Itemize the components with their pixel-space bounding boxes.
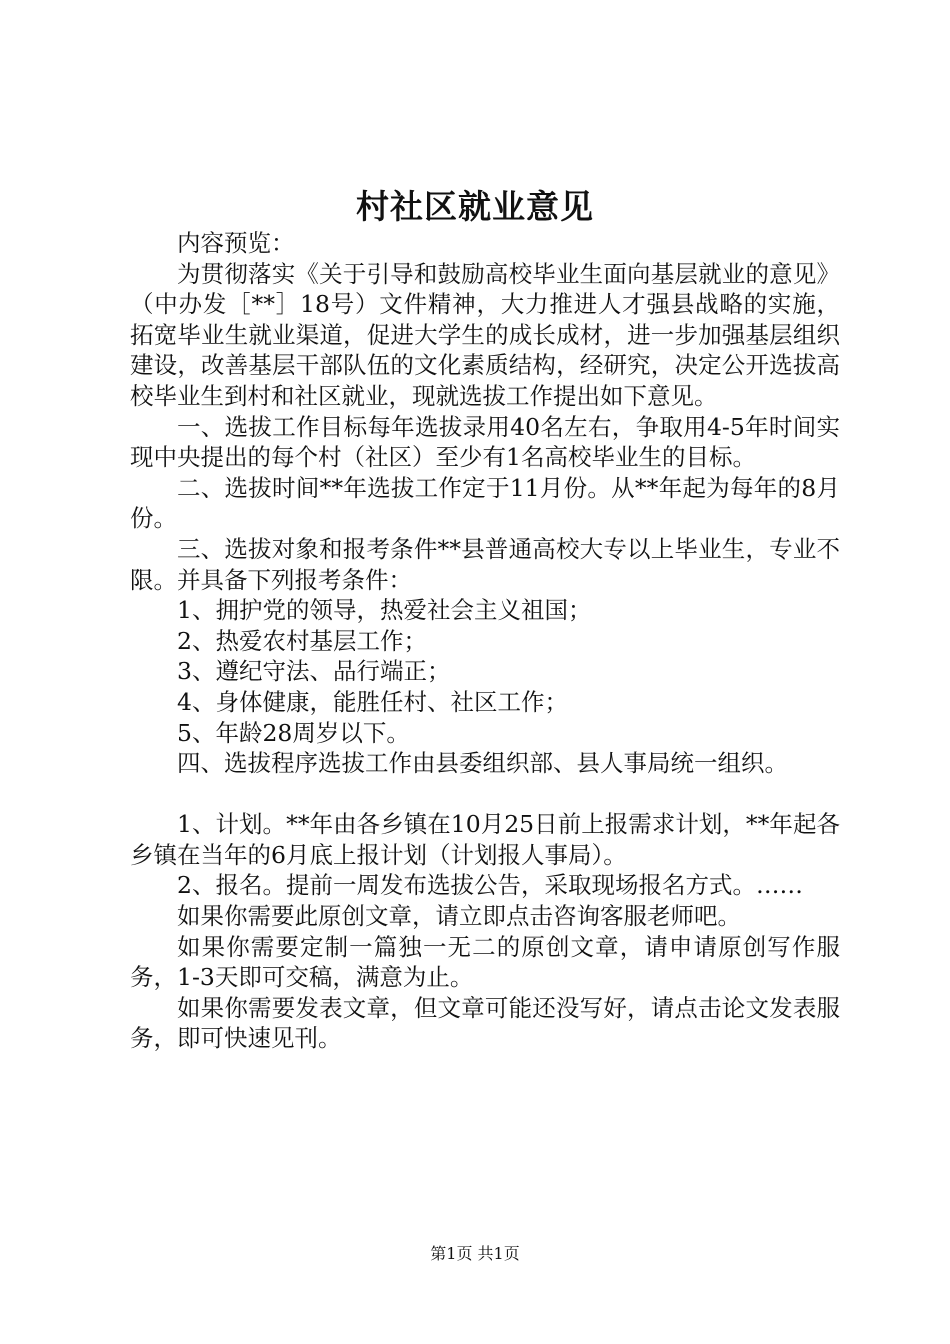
service-note: 如果你需要发表文章，但文章可能还没写好，请点击论文发表服务，即可快速见刊。 [130,993,840,1053]
procedure-step: 1、计划。**年由各乡镇在10月25日前上报需求计划，**年起各乡镇在当年的6月底上报计划（计划报人事局）。 [130,810,840,869]
condition-item: 1、拥护党的领导，热爱社会主义祖国； [177,596,592,625]
preview-label: 内容预览： [177,229,295,257]
section-eligibility: 三、选拔对象和报考条件**县普通高校大专以上毕业生，专业不限。并具备下列报考条件： [130,534,840,594]
page-number-footer: 第1页 共1页 [430,1244,520,1263]
procedure-step: 2、报名。提前一周发布选拔公告，采取现场报名方式。…… [177,871,803,900]
service-note: 如果你需要此原创文章，请立即点击咨询客服老师吧。 [177,902,741,931]
section-procedure: 四、选拔程序选拔工作由县委组织部、县人事局统一组织。 [177,749,788,778]
intro-paragraph: 为贯彻落实《关于引导和鼓励高校毕业生面向基层就业的意见》（中办发［**］18号）文件精神，大力推进人才强县战略的实施，拓宽毕业生就业渠道，促进大学生的成长成材，进一步加强基层组织建设，改善基层干部队伍的文化素质结构，经研究，决定公开选拔高校毕业生到村和社区就业，现就选拔工作提出如下意见。 [130,259,840,410]
condition-item: 5、年龄28周岁以下。 [177,718,410,747]
paragraph-gap [130,779,840,810]
condition-item: 4、身体健康，能胜任村、社区工作； [177,687,568,716]
section-goal: 一、选拔工作目标每年选拔录用40名左右，争取用4-5年时间实现中央提出的每个村（社区）至少有1名高校毕业生的目标。 [130,412,840,472]
service-note: 如果你需要定制一篇独一无二的原创文章，请申请原创写作服务，1-3天即可交稿，满意为止。 [130,932,840,992]
section-time: 二、选拔时间**年选拔工作定于11月份。从**年起为每年的8月份。 [130,473,840,533]
condition-item: 2、热爱农村基层工作； [177,626,427,655]
condition-item: 3、遵纪守法、品行端正； [177,657,451,686]
document-body [130,228,840,1054]
document-title: 村社区就业意见 [356,187,594,226]
